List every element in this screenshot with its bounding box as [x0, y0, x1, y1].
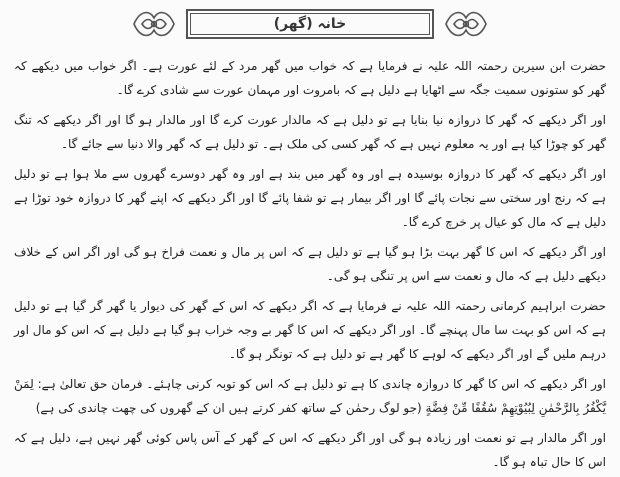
header [0, 4, 620, 44]
title-box [186, 9, 434, 39]
paragraph-1: حضرت ابن سیرین رحمتہ اللہ علیہ نے فرمایا ہے کہ خواب میں گھر مرد کے لئے عورت ہے۔ اگر خواب میں دیکھے کہ گھر کو ستونوں سمیت جگہ سے اٹھایا ہے دلیل ہے کہ بامروت اور مہمان عورت سے شادی کرے گا۔ [14, 59, 606, 97]
ornament-right-icon [442, 6, 490, 42]
article-body [14, 54, 606, 471]
paragraph-2: اور اگر دیکھے کہ گھر کا دروازہ نیا بنایا ہے تو دلیل ہے کہ مالدار عورت کرے گا اور مالدار ہو گا اور اگر دیکھے کہ تنگ گھر کو چوڑا کیا ہے اور یہ معلوم نہیں ہے کہ گھر کسی کی ملک ہے۔ تو دلیل ہے کہ گھر والا دنیا سے جائے گا۔ [14, 113, 606, 151]
paragraph-4: اور اگر دیکھے کہ اس کا گھر بہت بڑا ہو گیا ہے تو دلیل ہے کہ اس پر مال و نعمت فراخ ہو گی اور اگر اس کے خلاف دیکھے دلیل ہے کہ مال و نعمت سے اس پر تنگی ہو گی۔ [14, 245, 606, 283]
paragraph-3: اور اگر دیکھے کہ گھر کا دروازہ بوسیدہ ہے اور وہ گھر میں بند ہے اور وہ گھر دوسرے گھروں سے ملا ہوا ہے تو دلیل ہے کہ رنج اور سختی سے نجات پائے گا اور اگر بیمار ہے تو شفا پائے گا اور اگر دیکھے کہ اپنے گھر کا دروازہ خود توڑا ہے دلیل ہے کہ مال کو عیال پر خرچ کرے گا۔ [14, 167, 606, 229]
paragraph-6: اور اگر دیکھے کہ اس کا گھر کا دروازہ چاندی کا ہے تو دلیل ہے کہ اس کو توبہ کرنی چاہئے۔ فرمان حق تعالیٰ ہے: لِمَنْ يَّكْفُرُ بِالرَّحْمٰنِ لِبُيُوْتِهِمْ سُقُفًا مِّنْ فِضَّةٍ (جو لوگ رحمٰن کے ساتھ کفر کرتے ہیں ان کے گھروں کی چھت چاندی کی ہے) [14, 377, 606, 415]
paragraph-7: اور اگر مالدار ہے تو نعمت اور زیادہ ہو گی اور اگر دیکھے کہ اس کے گھر کے آس پاس کوئی گھر نہیں ہے، دلیل ہے کہ اس کا حال تباہ ہو گا۔ [14, 431, 606, 469]
paragraph-5: حضرت ابراہیم کرمانی رحمتہ اللہ علیہ نے فرمایا ہے کہ اگر دیکھے کہ اس کے گھر کی دیوار یا گھر گر گیا ہے تو دلیل ہے کہ اس کو بہت سا مال پہنچے گا۔ اور اگر دیکھے کہ اس کا گھر بے وجہ خراب ہو گیا ہے دلیل ہے کہ اس کو مال اور درہم ملیں گے اور اگر دیکھے کہ لوہے کا گھر ہے تو دلیل ہے کہ تونگر ہو گا۔ [14, 299, 606, 361]
page-title: خانہ (گھر) [273, 16, 347, 32]
ornament-left-icon [130, 6, 178, 42]
